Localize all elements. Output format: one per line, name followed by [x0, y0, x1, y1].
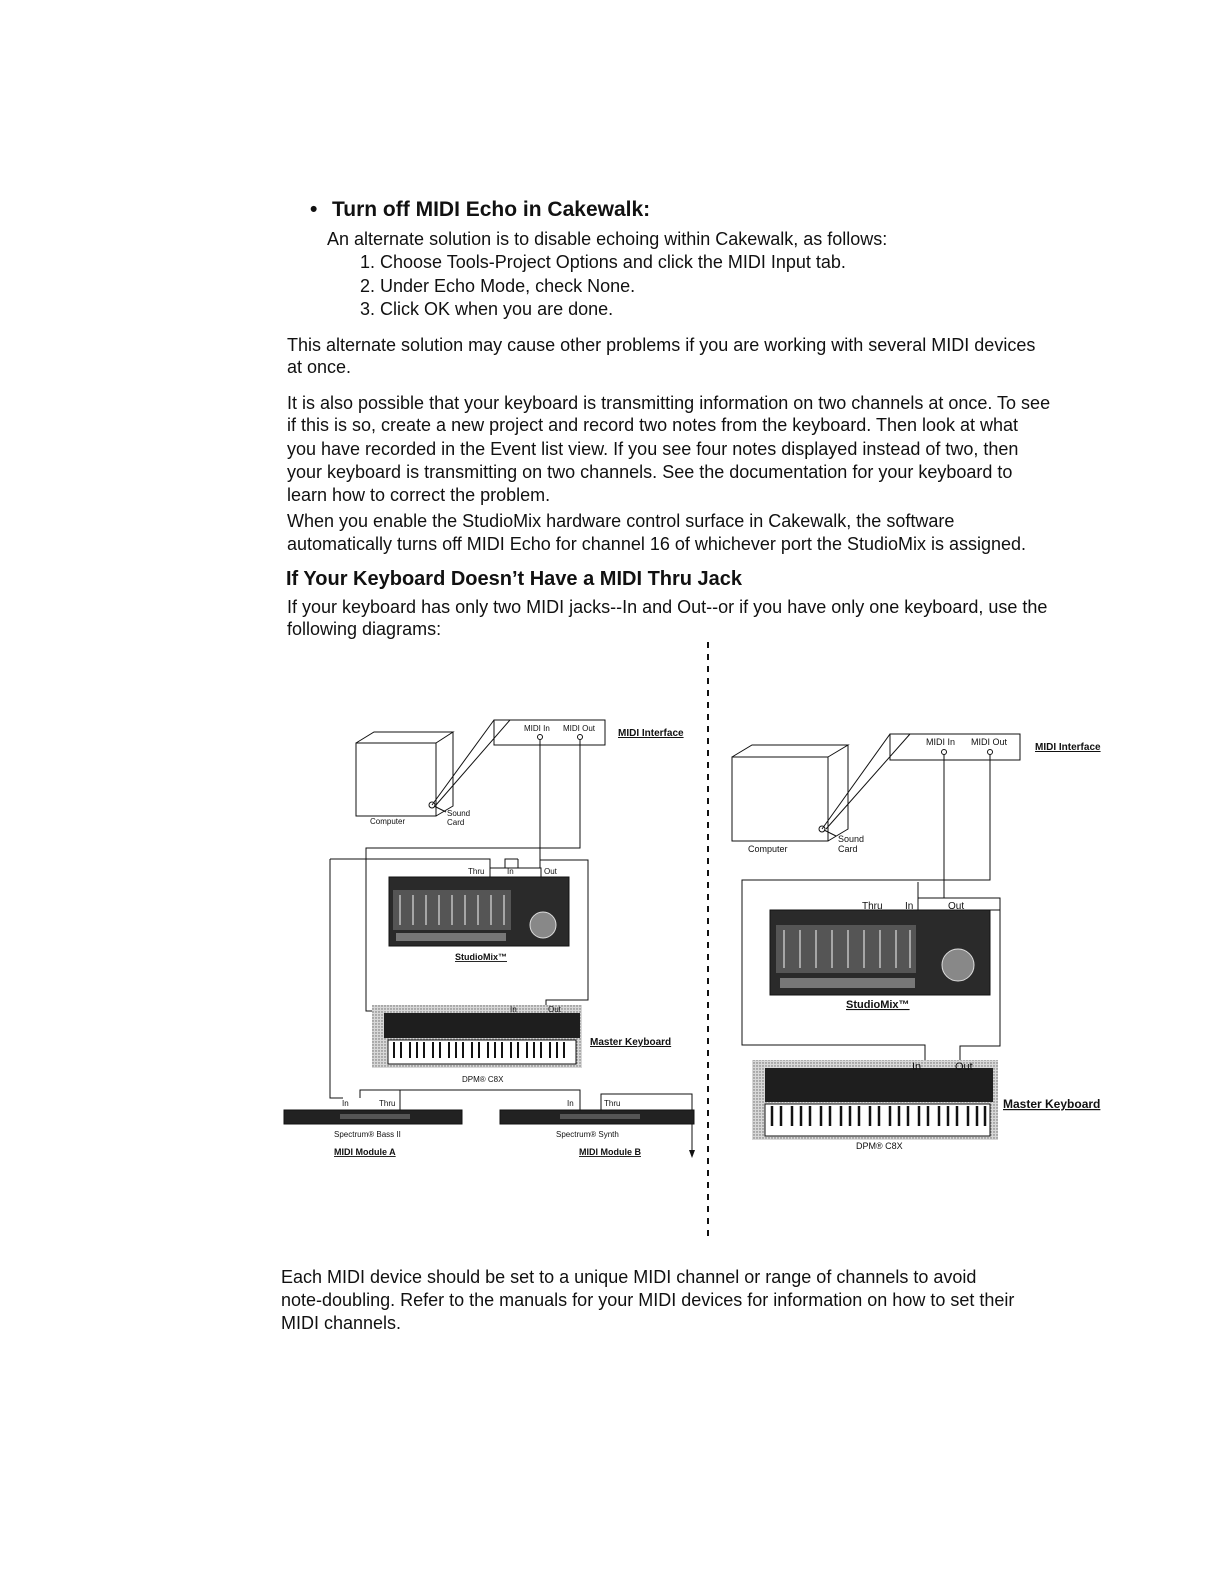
studiomix-out-label-right: Out — [948, 901, 965, 912]
diagram-right — [732, 734, 1101, 1151]
card-label: Card — [447, 818, 465, 827]
section2-intro-line-2: following diagrams: — [287, 619, 442, 639]
studiomix-device — [389, 868, 569, 946]
paragraph-1-line-2: at once. — [287, 357, 352, 377]
midi-out-label-right: MIDI Out — [971, 737, 1008, 747]
keyboard-in-label: In — [510, 1005, 517, 1014]
section-intro: An alternate solution is to disable echoing within Cakewalk, as follows: — [327, 229, 888, 249]
master-keyboard-label: Master Keyboard — [590, 1037, 672, 1048]
keyboard-model-label-right: DPM® C8X — [856, 1141, 903, 1151]
keyboard-out-label-right: Out — [955, 1061, 973, 1073]
closing-line-2: note-doubling. Refer to the manuals for your MIDI devices for information on how to set their — [281, 1290, 1015, 1310]
paragraph-1-line-1: This alternate solution may cause other problems if you are working with several MIDI devices — [287, 335, 1036, 355]
midi-interface-label-right: MIDI Interface — [1035, 742, 1101, 753]
studiomix-out-label: Out — [544, 867, 557, 876]
studiomix-in-label: In — [507, 867, 514, 876]
section-heading-thru-jack: If Your Keyboard Doesn’t Have a MIDI Thru Jack — [286, 568, 743, 590]
module-b-name: Spectrum® Synth — [556, 1130, 619, 1139]
studiomix-thru-label: Thru — [468, 867, 485, 876]
diagram-left — [284, 720, 695, 1158]
midi-in-label: MIDI In — [524, 724, 550, 733]
keyboard-model-label: DPM® C8X — [462, 1075, 504, 1084]
module-a-thru-label: Thru — [379, 1099, 396, 1108]
module-b-in-label: In — [567, 1099, 574, 1108]
paragraph-2-line-2: if this is so, create a new project and record two notes from the keyboard. Then look at what — [287, 415, 1019, 435]
paragraph-3-line-2: automatically turns off MIDI Echo for channel 16 of whichever port the StudioMix is assigned. — [287, 534, 1027, 554]
section2-intro-line-1: If your keyboard has only two MIDI jacks--In and Out--or if you have only one keyboard, use the — [287, 597, 1048, 617]
step-1: 1. Choose Tools-Project Options and click the MIDI Input tab. — [360, 252, 846, 272]
master-keyboard-device — [372, 1005, 582, 1068]
computer-icon — [356, 732, 453, 816]
module-b-thru-label: Thru — [604, 1099, 621, 1108]
paragraph-2-line-3: you have recorded in the Event list view. If you see four notes displayed instead of two, then — [287, 439, 1019, 459]
studiomix-label: StudioMix™ — [455, 952, 507, 962]
step-3: 3. Click OK when you are done. — [360, 299, 614, 319]
midi-interface-label: MIDI Interface — [618, 728, 684, 739]
module-a-name: Spectrum® Bass II — [334, 1130, 401, 1139]
paragraph-3-line-1: When you enable the StudioMix hardware control surface in Cakewalk, the software — [287, 511, 955, 531]
computer-icon-right — [732, 745, 848, 841]
closing-line-3: MIDI channels. — [281, 1313, 402, 1333]
keyboard-out-label: Out — [548, 1005, 561, 1014]
keyboard-in-label-right: In — [912, 1061, 922, 1073]
card-label-right: Card — [838, 844, 858, 854]
module-b-label: MIDI Module B — [579, 1147, 641, 1157]
paragraph-2-line-5: learn how to correct the problem. — [287, 485, 551, 505]
studiomix-device-right — [770, 898, 1000, 995]
bullet: • — [310, 198, 318, 221]
sound-label: Sound — [447, 809, 471, 818]
step-2: 2. Under Echo Mode, check None. — [360, 276, 636, 296]
closing-line-1: Each MIDI device should be set to a unique MIDI channel or range of channels to avoid — [281, 1267, 977, 1287]
computer-label-right: Computer — [748, 844, 788, 854]
studiomix-label-right: StudioMix™ — [846, 999, 910, 1011]
midi-in-label-right: MIDI In — [926, 737, 956, 747]
computer-label: Computer — [370, 817, 406, 826]
section-heading-text: Turn off MIDI Echo in Cakewalk: — [332, 198, 651, 221]
sound-label-right: Sound — [838, 834, 865, 844]
master-keyboard-label-right: Master Keyboard — [1003, 1097, 1101, 1111]
module-a-in-label: In — [342, 1099, 349, 1108]
paragraph-2-line-1: It is also possible that your keyboard is transmitting information on two channels at once. To see — [287, 393, 1051, 413]
module-a-label: MIDI Module A — [334, 1147, 396, 1157]
paragraph-2-line-4: your keyboard is transmitting on two channels. See the documentation for your keyboard to — [287, 462, 1013, 482]
midi-out-label: MIDI Out — [563, 724, 596, 733]
studiomix-thru-label-right: Thru — [862, 901, 883, 912]
studiomix-in-label-right: In — [905, 901, 914, 912]
